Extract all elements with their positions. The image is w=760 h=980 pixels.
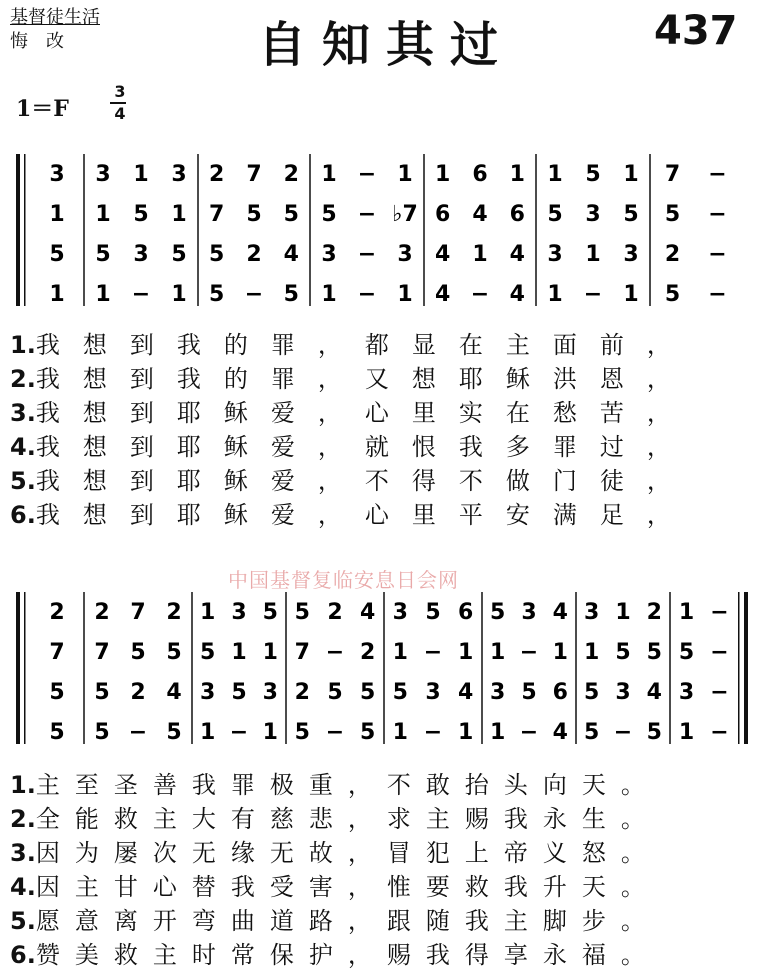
note: 1 xyxy=(171,202,187,227)
score-system-1 xyxy=(0,140,760,320)
note: 7 xyxy=(130,600,146,625)
note: 1 xyxy=(490,640,506,665)
note: 3 xyxy=(95,162,111,187)
note: 3 xyxy=(397,242,413,267)
note: 3 xyxy=(615,680,631,705)
note: 5 xyxy=(547,202,563,227)
note: 1 xyxy=(623,162,639,187)
note: 3 xyxy=(200,680,216,705)
note: 5 xyxy=(294,720,310,745)
note: 4 xyxy=(509,282,525,307)
note: 3 xyxy=(521,600,537,625)
note: 7 xyxy=(94,640,110,665)
note: 5 xyxy=(166,640,182,665)
note: − xyxy=(357,202,377,227)
note: 1 xyxy=(458,720,474,745)
note: 5 xyxy=(615,640,631,665)
note: 3 xyxy=(392,600,408,625)
note: 4 xyxy=(472,202,488,227)
note: 3 xyxy=(231,600,247,625)
note: 3 xyxy=(133,242,149,267)
note: 5 xyxy=(646,640,662,665)
note: 5 xyxy=(294,600,310,625)
note: 2 xyxy=(646,600,662,625)
note: − xyxy=(128,720,148,745)
note: 1 xyxy=(200,720,216,745)
note: 5 xyxy=(664,202,681,227)
note: 5 xyxy=(231,680,247,705)
note: 1 xyxy=(623,282,639,307)
note: 1 xyxy=(49,282,65,307)
note: 2 xyxy=(94,600,110,625)
note: 2 xyxy=(130,680,146,705)
note: 1 xyxy=(547,162,563,187)
note: 1 xyxy=(678,720,695,745)
note: 5 xyxy=(209,242,225,267)
note: 6 xyxy=(472,162,488,187)
note: 2 xyxy=(246,242,262,267)
note: 4 xyxy=(509,242,525,267)
note: 1 xyxy=(262,720,278,745)
lyric-line: 2.我想到我的罪，又想耶稣洪恩， xyxy=(10,365,694,393)
note: 5 xyxy=(94,680,110,705)
note: 5 xyxy=(283,202,299,227)
lyric-line: 1.主至圣善我罪极重，不敢抬头向天。 xyxy=(10,771,660,799)
note: − xyxy=(708,242,727,267)
note: 1 xyxy=(547,282,563,307)
note: − xyxy=(613,720,633,745)
note: 4 xyxy=(166,680,182,705)
note: 1 xyxy=(458,640,474,665)
note: 5 xyxy=(133,202,149,227)
note: 3 xyxy=(584,600,600,625)
note: 5 xyxy=(94,720,110,745)
source-label: 基督徒生活 xyxy=(10,7,100,28)
note: − xyxy=(244,282,264,307)
note: 5 xyxy=(585,162,601,187)
note: − xyxy=(423,720,443,745)
note: 2 xyxy=(294,680,310,705)
note: − xyxy=(710,640,729,665)
note: 5 xyxy=(327,680,343,705)
lyric-line: 6.我想到耶稣爱，心里平安满足， xyxy=(10,501,694,529)
note: − xyxy=(710,720,729,745)
note: 2 xyxy=(327,600,343,625)
note: − xyxy=(357,282,377,307)
note: 5 xyxy=(623,202,639,227)
note: 1 xyxy=(435,162,451,187)
note: 5 xyxy=(521,680,537,705)
note: 1 xyxy=(95,282,111,307)
note: 3 xyxy=(623,242,639,267)
system-brace xyxy=(16,592,748,744)
note: 3 xyxy=(321,242,337,267)
key-signature: 1＝F xyxy=(16,96,69,122)
note: 4 xyxy=(283,242,299,267)
note: 6 xyxy=(458,600,474,625)
note: 1 xyxy=(615,600,631,625)
watermark: 中国基督复临安息日会网 xyxy=(228,568,459,592)
note: − xyxy=(708,282,727,307)
note: 5 xyxy=(646,720,662,745)
note: 6 xyxy=(552,680,568,705)
note: 1 xyxy=(509,162,525,187)
time-signature-bottom: 4 xyxy=(114,104,126,123)
hymn-title: 自知其过 xyxy=(258,17,515,73)
note: 5 xyxy=(166,720,182,745)
note: 4 xyxy=(552,600,568,625)
note: 5 xyxy=(490,600,506,625)
note: 1 xyxy=(95,202,111,227)
note: 5 xyxy=(360,680,376,705)
hymn-number: 437 xyxy=(654,8,738,54)
note: 3 xyxy=(49,162,65,187)
note: 7 xyxy=(209,202,225,227)
note: 7 xyxy=(246,162,262,187)
note: − xyxy=(423,640,443,665)
score-system-2 xyxy=(0,578,760,758)
lyric-line: 3.我想到耶稣爱，心里实在愁苦， xyxy=(10,399,694,427)
note: − xyxy=(357,162,377,187)
note: 5 xyxy=(49,242,65,267)
note: 5 xyxy=(130,640,146,665)
note: − xyxy=(519,720,539,745)
note: 1 xyxy=(200,600,216,625)
note: 1 xyxy=(392,720,408,745)
note: 2 xyxy=(209,162,225,187)
note: 4 xyxy=(646,680,662,705)
note: 3 xyxy=(262,680,278,705)
note: 4 xyxy=(360,600,376,625)
note: 4 xyxy=(435,242,451,267)
note: 1 xyxy=(392,640,408,665)
note: − xyxy=(708,162,727,187)
note: − xyxy=(470,282,490,307)
note: 5 xyxy=(664,282,681,307)
note: 1 xyxy=(262,640,278,665)
note: 5 xyxy=(584,680,600,705)
note: 1 xyxy=(397,162,413,187)
time-signature-top: 3 xyxy=(114,82,126,101)
note: 1 xyxy=(678,600,695,625)
note: 1 xyxy=(49,202,65,227)
note: − xyxy=(710,680,729,705)
note: 2 xyxy=(360,640,376,665)
note: 6 xyxy=(435,202,451,227)
note: 3 xyxy=(171,162,187,187)
category-label: 悔 改 xyxy=(10,31,64,52)
note: 3 xyxy=(490,680,506,705)
lyric-line: 6.赞美救主时常保护，赐我得享永福。 xyxy=(10,941,660,969)
lyric-line: 2.全能救主大有慈悲，求主赐我永生。 xyxy=(10,805,660,833)
note: 1 xyxy=(321,162,337,187)
note: 5 xyxy=(425,600,441,625)
lyric-line: 5.我想到耶稣爱，不得不做门徒， xyxy=(10,467,694,495)
note: 5 xyxy=(246,202,262,227)
note: 7 xyxy=(664,162,681,187)
lyric-line: 1.我想到我的罪，都显在主面前， xyxy=(10,331,694,359)
note: 4 xyxy=(458,680,474,705)
note: 5 xyxy=(392,680,408,705)
note: 1 xyxy=(490,720,506,745)
note: − xyxy=(229,720,249,745)
note: 5 xyxy=(200,640,216,665)
lyric-line: 4.我想到耶稣爱，就恨我多罪过， xyxy=(10,433,694,461)
note: 5 xyxy=(95,242,111,267)
note: − xyxy=(325,720,345,745)
note: 6 xyxy=(509,202,525,227)
note: 2 xyxy=(166,600,182,625)
note: 5 xyxy=(262,600,278,625)
note: 2 xyxy=(283,162,299,187)
system-brace xyxy=(16,154,26,306)
note: 3 xyxy=(547,242,563,267)
note: − xyxy=(519,640,539,665)
note: 5 xyxy=(283,282,299,307)
note: 5 xyxy=(360,720,376,745)
lyric-line: 3.因为屡次无缘无故，冒犯上帝义怒。 xyxy=(10,839,660,867)
note: 5 xyxy=(49,680,65,705)
note: 1 xyxy=(397,282,413,307)
note: 1 xyxy=(585,242,601,267)
note: 1 xyxy=(552,640,568,665)
note: − xyxy=(325,640,345,665)
note: 4 xyxy=(552,720,568,745)
note: 5 xyxy=(49,720,65,745)
note: 3 xyxy=(585,202,601,227)
note: ♭7 xyxy=(392,202,418,227)
note: 5 xyxy=(171,242,187,267)
system-1-notes xyxy=(49,162,726,307)
note: − xyxy=(131,282,151,307)
note: 2 xyxy=(664,242,681,267)
note: 7 xyxy=(49,640,65,665)
note: 4 xyxy=(435,282,451,307)
lyric-line: 5.愿意离开弯曲道路，跟随我主脚步。 xyxy=(10,907,660,935)
note: 1 xyxy=(133,162,149,187)
note: 5 xyxy=(321,202,337,227)
note: 1 xyxy=(321,282,337,307)
note: − xyxy=(708,202,727,227)
note: 5 xyxy=(678,640,695,665)
note: 3 xyxy=(425,680,441,705)
lyric-line: 4.因主甘心替我受害，惟要救我升天。 xyxy=(10,873,660,901)
note: − xyxy=(357,242,377,267)
note: 5 xyxy=(584,720,600,745)
note: 1 xyxy=(171,282,187,307)
note: 2 xyxy=(49,600,65,625)
note: 1 xyxy=(472,242,488,267)
note: 7 xyxy=(294,640,310,665)
note: − xyxy=(583,282,603,307)
note: − xyxy=(710,600,729,625)
system-2-notes xyxy=(49,600,728,745)
note: 5 xyxy=(209,282,225,307)
note: 3 xyxy=(678,680,695,705)
note: 1 xyxy=(231,640,247,665)
note: 1 xyxy=(584,640,600,665)
